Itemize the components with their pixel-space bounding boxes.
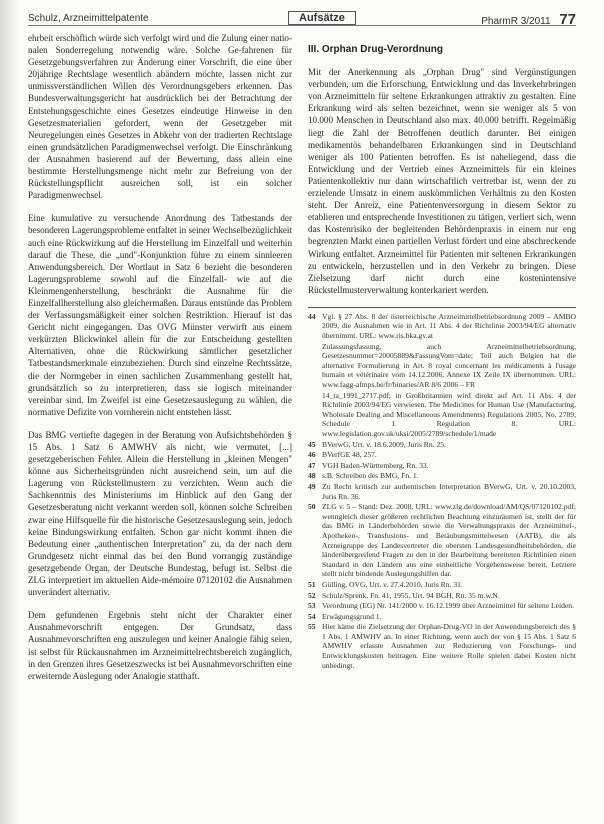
- footnote-number: 53: [308, 601, 316, 611]
- footnote-text: Erwägungsgrund 1.: [322, 611, 382, 621]
- footnote-number: 44: [308, 311, 316, 321]
- footnote-text: BVerfGE 48, 257.: [322, 450, 377, 460]
- footnote-text: Verordnung (EG) Nr. 141/2000 v. 16.12.1999 über Arzneimittel für seltene Leiden.: [322, 601, 574, 611]
- header-rule: [28, 25, 576, 26]
- scan-edge-shadow: [0, 0, 18, 824]
- footnote-separator: [308, 307, 576, 308]
- footnote-number: 45: [308, 439, 316, 449]
- footnote-number: 52: [308, 590, 316, 600]
- footnote-text: Hier käme die Zielsetzung der Orphan-Drug-VO in der Anwendungsbereich des § 1 Abs. 1 AMWHV an. In einer Richtung, wenn auch der von § 15 Abs. 1 Satz 6 AMWHV erfasste Ausnahmen zur Reduzierung von Forschungs- und Entwicklungskosten beitragen. Eine weitere Rolle spielen dabei Kosten nicht unbedingt.: [322, 622, 576, 670]
- paragraph: ehrbeit erschöflich würde sich verfolgt wird und die Zulung einer natio-nalen Sonderregelung notwendig wäre. Solche Ge-fahrenen für Gesetzgebungsverfahren zur Änderung einer Vorschrift, die eine über 20jährige Rechtslage wesentlich abändern möchte, lassen nicht zur unmissverständlichen Willen des Verordnungsgebers erkennen. Das Bundesverwaltungsgericht hat ausdrücklich bei der Betrachtung der Entstehungsgeschichte eines Gesetzes eindeutige Hinweise in den Gesetzesmaterialien gefordert, wenn der Gesetzgeber mit Neuregelungen eines Gesetzes in Abkehr von der tradierten Rechtslage einen grundsätzlichen Paradigmenwechsel verfolgt. Die Einschränkung der Ausnahmen basierend auf der Bewertung, dass allein eine bestimmte Herstellungsmenge nicht mehr zur Befreiung von der Rückstellungspflicht ausreichen soll, ist ein solcher Paradigmenwechsel.: [28, 33, 292, 201]
- footnote-text: ZLG v. 5 – Stand: Dez. 2008, URL: www.zlg.de/download/AM/QS/07120102.pdf; wenngleich dieser größeren rechtlichen Beachtung einzuräumen ist, stellt der für das BMG in Länderbehörden sowie die Verwaltungspraxis der Arzneimittel-, Apotheken-, Transfusions- und Betäubungsmittelwesen (AATB), die als Arzneigruppe des Landesvertreter die obersten Landesgesundheitsbehörden, die länderübergreifend Fragen zu den in der Bearbeitung bereiteten Richtlinien einen Standard in den Ländern aus eine einheitliche Vorgehensweise bereit. Letztere stellt nicht bindende Auslegungshilfen dar.: [322, 502, 576, 579]
- footnote-number: 46: [308, 450, 316, 460]
- right-column: [308, 32, 576, 671]
- paragraph: Das BMG vertiefte dagegen in der Beratung von Aufsichtsbehörden § 15 Abs. 1 Satz 6 AMWHV als nicht, wie vermutet, [...] gesetzgeberischen Fehler. Allein die Herstellung in „kleinen Mengen" könne aus Sicherheitsgründen nicht ausreichend sein, um auf die Lagerung von Rückstellmustern zu verzichten. Wenn auch die Sachkenntnis des Ministeriums im Hinblick auf den Gang der Gesetzesberatung nicht verkannt werden soll, können solche Schreiben zwar eine Hilfsquelle für die historische Gesetzesauslegung sein, jedoch keine Bindungswirkung entfalten. Schon gar nicht kommt ihnen die Bedeutung einer „authentischen Interpretation" zu, da der nach dem Grundgesetz nicht einmal das bei den Bund vorrangig zuständige gesetzgebende Organ, der Deutsche Bundestag, befugt ist. Selbst die ZLG interpretiert im aktuellen Aide-mémoire 07120102 die Ausnahmen unverändert alternativ.: [28, 429, 292, 598]
- page-number: 77: [559, 11, 576, 28]
- footnote-number: 49: [308, 481, 316, 491]
- header-section: Aufsätze: [288, 11, 356, 25]
- footnote: [308, 601, 576, 611]
- section-title: III. Orphan Drug-Verordnung: [308, 44, 443, 55]
- footnote-number: [308, 342, 322, 390]
- footnote: [308, 502, 576, 579]
- left-column: [28, 32, 292, 693]
- footnote-text: BVerwG, Urt. v. 18.6.2009, Juris Rn. 25.: [322, 439, 446, 449]
- footnote: [308, 450, 576, 460]
- footnote-text: s.B. Schreiben des BMG, Fn. 1.: [322, 471, 419, 481]
- footnote: [308, 591, 576, 601]
- footnote-number: 55: [308, 622, 316, 632]
- footnote-text: Vgl. § 27 Abs. 8 der österreichische Arzneimittelbetriebsordnung 2009 – AMBO 2009, die Ausnahmen wie in Art. 11 Abs. 4 der Richtlinie 2003/94/EG alternativ übernimmt. URL: www.ris.bka.gv.at: [322, 311, 576, 341]
- journal-name: PharmR 3/2011: [481, 16, 551, 27]
- footnote-number: 51: [308, 579, 316, 589]
- footnote-number: 50: [308, 502, 316, 512]
- paragraph: Mit der Anerkennung als „Orphan Drug" sind Vergünstigungen verbunden, um die Erforschung, Entwicklung und das Inverkehrbringen von Arzneimitteln für seltene Erkrankungen attraktiv zu gestalten. Eine Erkrankung wird als selten bezeichnet, wenn sie weniger als 5 von 10.000 Menschen in Deutschland also max. 40.000 betrifft. Regelmäßig liegt die Zahl der Betroffenen deutlich darunter. Bei einigen medikamentös behandelbaren Erkrankungen sind in Deutschland weniger als 100 Patienten betroffen. Es ist naheliegend, dass die Entwicklung und der Vertrieb eines Arzneimittels für ein kleines Patientenkollektiv nur dann wirtschaftlich vertretbar ist, wenn der zu erzielende Umsatz in einem auskömmlichen Verhältnis zu den Kosten steht. Der Anreiz, eine Patientenversorgung in diesem Sektor zu etablieren und entsprechende Investitionen zu tätigen, verliert sich, wenn das Kostenrisiko der begleitenden Behördenpraxis in einem nur eng begrenzten Markt einen partiellen Verlust fördert und eine abschreckende Wirkung entfaltet. Arzneimittel für Patienten mit seltenen Erkrankungen zu entwickeln, herzustellen und in den Verkehr zu bringen. Diese Zielsetzung darf nicht durch eine kostenintensive Rückstellmusterverwaltung konterkariert werden.: [308, 67, 576, 295]
- page-header: [28, 9, 576, 31]
- footnote-number: 48: [308, 471, 316, 481]
- footnote-number: 47: [308, 460, 316, 470]
- footnote: [308, 312, 576, 341]
- footnote: [308, 612, 576, 622]
- paragraph: Dem gefundenen Ergebnis steht nicht der Charakter einer Ausnahmevorschrift entgegen. Der Grundsatz, dass Ausnahmevorschriften eng auszulegen und keiner Analogie fähig seien, ist selbst für Rückausnahmen im Arzneimittelrechtsbereich zugänglich, in den Grenzen ihres Gesetzeszwecks ist bei Ausnahmevorschriften eine erweiternde Auslegung oder Analogie statthaft.: [28, 610, 292, 681]
- footnote-text: Schulz/Sprenk, Fn. 41, 1955, Urt. 94 BGH, Rn. 35 m.w.N.: [322, 590, 500, 600]
- footnote-text: Zulassungsfassung, auch Arzneimittelbetriebsordnung, Gesetzesnummer=20005889&FassungVom=date; Teil auch Belgien hat die alternative Formulierung in Art. 8 royal concernant les médicaments à l'usage humain et vétérinaire vom 14.12.2006, Annexe IX Zeile IX übernommen. URL: www.fagg-afmps.be/fr/binaries/AR 8/6 2006 – FR: [322, 341, 576, 390]
- footnote-text: 14_ta_1991_2717.pdf; in Großbritannien wird direkt auf Art. 11 Abs. 4 der Richtlinie 2003/94/EG verwiesen, The Medicines for Human Use (Manufacturing, Wholesale Dealing and Miscellaneous Amendments) Regulations 2005, No. 2789, Schedule 1 Regulation 8. URL: www.legislation.gov.uk/uksi/2005/2789/schedule/1/made: [322, 390, 576, 438]
- footnote: [308, 342, 576, 390]
- footnote: [308, 461, 576, 471]
- footnote-list: [308, 312, 576, 670]
- footnote-text: Zu Recht kritisch zur authentischen Interpretation BVerwG, Urt. v. 20.10.2003, Juris Rn. 36.: [322, 481, 576, 501]
- footnote-number: [308, 391, 322, 439]
- footnote-text: VGH Baden-Württemberg, Rn. 33.: [322, 460, 429, 470]
- footnote: [308, 482, 576, 501]
- footnote-text: Gülling, OVG, Urt. v. 27.4.2010, Juris Rn. 31.: [322, 579, 463, 589]
- footnote: [308, 471, 576, 481]
- footnote: [308, 391, 576, 439]
- paragraph: Eine kumulative zu versuchende Anordnung des Tatbestands der besonderen Lagerungsprobleme entfaltet in seiner Wechselbezüglichkeit auch eine Rückwirkung auf die Herstellung im Einzelfall und weiterhin darauf die These, die „und"-Konjunktion führe zu einem sinnleeren Anwendungsbereich. Der Wortlaut in Satz 6 bezieht die besonderen Lagerungsprobleme sowohl auf die Einzelfall- wie auf die Kleinmengenherstellung, beschränkt die Ausnahme für die Einzelfallherstellung also gleichermaßen. Daraus entstünde das Problem der Verfassungsmäßigkeit einer solchen Restriktion. Hierauf ist das Gericht nicht eingegangen. Das OVG Münster verwirft aus einem verkürzten Blickwinkel allein für die zur Entscheidung gestellten Alternativen, ohne die Rückwirkung sämtlicher gesetzlicher Tatbestandsmerkmale einzubeziehen. Durch sind einzelne Rechtssätze, die der Normgeber in einen sachlichen Zusammenhang gestellt hat, grundsätzlich so zu interpretieren, dass sie logisch miteinander vereinbar sind. Im Zweifel ist eine Gesetzesauslegung zu wählen, die normative Defizite von vornherein nicht entstehen lässt.: [28, 213, 292, 417]
- header-author: Schulz, Arzneimittelpatente: [28, 13, 149, 24]
- footnote: [308, 440, 576, 450]
- footnote: [308, 622, 576, 670]
- footnote-number: 54: [308, 611, 316, 621]
- footnote: [308, 580, 576, 590]
